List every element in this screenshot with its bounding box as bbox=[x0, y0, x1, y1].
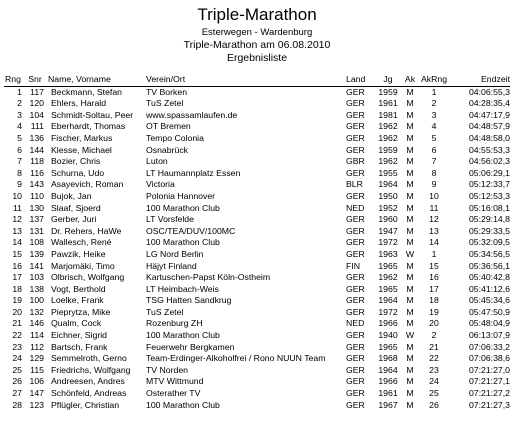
cell-name: Schurna, Udo bbox=[51, 167, 105, 178]
cell-finish-time: 04:28:35,4 bbox=[468, 98, 510, 109]
cell-country: GER bbox=[346, 272, 365, 283]
cell-birth-year: 1964 bbox=[378, 295, 398, 306]
cell-finish-time: 06:13:07,9 bbox=[468, 330, 510, 341]
cell-name: Beckmann, Stefan bbox=[51, 86, 122, 97]
cell-club: TuS Zetel bbox=[146, 98, 184, 109]
cell-birth-year: 1966 bbox=[378, 376, 398, 387]
results-table bbox=[4, 74, 510, 411]
cell-age-class: M bbox=[406, 306, 414, 317]
table-row bbox=[4, 191, 510, 203]
col-header-akrng: AkRng bbox=[418, 74, 450, 86]
table-row bbox=[4, 86, 510, 98]
cell-rank: 1 bbox=[17, 86, 22, 97]
cell-start-number: 104 bbox=[29, 109, 44, 120]
cell-birth-year: 1966 bbox=[378, 318, 398, 329]
cell-finish-time: 07:21:27,1 bbox=[468, 376, 510, 387]
page-title: Triple-Marathon bbox=[197, 5, 317, 24]
cell-club: Victoria bbox=[146, 179, 175, 190]
cell-name: Gerber, Juri bbox=[51, 214, 97, 225]
cell-age-class-rank: 18 bbox=[429, 295, 439, 306]
cell-age-class-rank: 13 bbox=[429, 225, 439, 236]
cell-rank: 23 bbox=[12, 341, 22, 352]
table-row bbox=[4, 168, 510, 180]
cell-finish-time: 05:40:42,8 bbox=[468, 272, 510, 283]
cell-club: 100 Marathon Club bbox=[146, 237, 220, 248]
cell-age-class-rank: 19 bbox=[429, 306, 439, 317]
cell-start-number: 112 bbox=[30, 341, 44, 352]
cell-country: GER bbox=[346, 132, 365, 143]
cell-name: Schmidt-Soltau, Peer bbox=[51, 109, 134, 120]
table-row bbox=[4, 307, 510, 319]
table-row bbox=[4, 388, 510, 400]
col-header-endzeit: Endzeit bbox=[450, 74, 510, 86]
cell-age-class-rank: 7 bbox=[431, 156, 437, 167]
cell-age-class-rank: 22 bbox=[429, 353, 439, 364]
table-row bbox=[4, 133, 510, 145]
cell-start-number: 147 bbox=[29, 388, 44, 399]
cell-rank: 18 bbox=[12, 283, 22, 294]
cell-country: GER bbox=[346, 330, 365, 341]
cell-birth-year: 1972 bbox=[378, 237, 398, 248]
col-header-name: Name, Vorname bbox=[48, 74, 146, 86]
cell-age-class-rank: 1 bbox=[431, 248, 437, 259]
table-row bbox=[4, 237, 510, 249]
cell-start-number: 129 bbox=[29, 353, 44, 364]
cell-country: GER bbox=[346, 86, 365, 97]
cell-finish-time: 05:36:56,1 bbox=[468, 260, 510, 271]
cell-age-class: M bbox=[406, 318, 414, 329]
cell-name: Eberhardt, Thomas bbox=[51, 121, 126, 132]
cell-start-number: 144 bbox=[29, 144, 44, 155]
cell-name: Eichner, Sigrid bbox=[51, 330, 108, 341]
table-row bbox=[4, 295, 510, 307]
cell-age-class: M bbox=[406, 283, 414, 294]
cell-start-number: 143 bbox=[29, 179, 44, 190]
cell-age-class: M bbox=[406, 341, 414, 352]
cell-name: Bujok, Jan bbox=[51, 190, 92, 201]
cell-club: OT Bremen bbox=[146, 121, 191, 132]
cell-start-number: 118 bbox=[30, 156, 44, 167]
cell-age-class-rank: 10 bbox=[429, 190, 439, 201]
cell-country: GER bbox=[346, 295, 365, 306]
cell-country: FIN bbox=[346, 260, 360, 271]
cell-club: Rozenburg ZH bbox=[146, 318, 203, 329]
table-row bbox=[4, 400, 510, 412]
cell-start-number: 108 bbox=[29, 237, 44, 248]
cell-name: Semmelroth, Gerno bbox=[51, 353, 127, 364]
cell-age-class-rank: 20 bbox=[429, 318, 439, 329]
cell-club: TV Norden bbox=[146, 364, 189, 375]
cell-club: 100 Marathon Club bbox=[146, 399, 220, 410]
cell-age-class: M bbox=[406, 272, 414, 283]
cell-start-number: 114 bbox=[30, 330, 44, 341]
cell-finish-time: 07:21:27,2 bbox=[468, 388, 510, 399]
col-header-ak: Ak bbox=[402, 74, 418, 86]
cell-finish-time: 04:48:57,9 bbox=[468, 121, 510, 132]
cell-age-class: W bbox=[405, 330, 415, 341]
table-row bbox=[4, 353, 510, 365]
cell-name: Wallesch, René bbox=[51, 237, 112, 248]
cell-name: Schönfeld, Andreas bbox=[51, 388, 127, 399]
cell-rank: 22 bbox=[12, 330, 22, 341]
cell-finish-time: 05:29:33,5 bbox=[468, 225, 510, 236]
cell-birth-year: 1964 bbox=[378, 179, 398, 190]
cell-start-number: 136 bbox=[29, 132, 44, 143]
cell-country: GER bbox=[346, 167, 365, 178]
cell-birth-year: 1981 bbox=[378, 109, 398, 120]
cell-age-class: M bbox=[406, 376, 414, 387]
cell-age-class-rank: 24 bbox=[429, 376, 439, 387]
table-row bbox=[4, 330, 510, 342]
cell-rank: 17 bbox=[12, 272, 22, 283]
cell-age-class: M bbox=[406, 190, 414, 201]
cell-age-class-rank: 15 bbox=[429, 260, 439, 271]
cell-age-class-rank: 17 bbox=[429, 283, 439, 294]
cell-age-class: M bbox=[406, 167, 414, 178]
cell-birth-year: 1962 bbox=[378, 272, 398, 283]
cell-rank: 16 bbox=[12, 260, 22, 271]
cell-birth-year: 1972 bbox=[378, 306, 398, 317]
cell-rank: 13 bbox=[12, 225, 22, 236]
cell-birth-year: 1965 bbox=[378, 341, 398, 352]
cell-age-class-rank: 16 bbox=[429, 272, 439, 283]
cell-name: Marjomäki, Timo bbox=[51, 260, 115, 271]
cell-age-class-rank: 5 bbox=[431, 132, 437, 143]
cell-club: Team-Erdinger-Alkoholfrei / Rono NUUN Team bbox=[146, 353, 326, 364]
cell-start-number: 146 bbox=[29, 318, 44, 329]
col-header-snr: Snr bbox=[22, 74, 48, 86]
cell-rank: 8 bbox=[17, 167, 22, 178]
cell-age-class-rank: 12 bbox=[429, 214, 439, 225]
cell-finish-time: 04:48:58,0 bbox=[468, 132, 510, 143]
cell-club: Luton bbox=[146, 156, 168, 167]
cell-name: Olbrisch, Wolfgang bbox=[51, 272, 125, 283]
col-header-club: Verein/Ort bbox=[146, 74, 346, 86]
cell-birth-year: 1961 bbox=[378, 388, 398, 399]
cell-start-number: 115 bbox=[30, 364, 44, 375]
cell-country: GER bbox=[346, 353, 365, 364]
results-table-body bbox=[4, 86, 510, 411]
cell-country: GER bbox=[346, 283, 365, 294]
cell-rank: 24 bbox=[12, 353, 22, 364]
event-location: Esterwegen - Wardenburg bbox=[201, 27, 313, 38]
cell-start-number: 123 bbox=[29, 399, 44, 410]
cell-country: NED bbox=[346, 202, 365, 213]
cell-rank: 2 bbox=[17, 98, 22, 109]
cell-start-number: 110 bbox=[30, 190, 44, 201]
cell-age-class: M bbox=[406, 144, 414, 155]
table-row bbox=[4, 261, 510, 273]
cell-age-class: M bbox=[406, 237, 414, 248]
table-row bbox=[4, 98, 510, 110]
cell-age-class-rank: 21 bbox=[429, 341, 439, 352]
table-row bbox=[4, 318, 510, 330]
cell-country: BLR bbox=[346, 179, 363, 190]
cell-age-class-rank: 2 bbox=[431, 330, 437, 341]
cell-name: Fischer, Markus bbox=[51, 132, 113, 143]
cell-start-number: 106 bbox=[29, 376, 44, 387]
cell-rank: 9 bbox=[17, 179, 22, 190]
cell-birth-year: 1963 bbox=[378, 248, 398, 259]
cell-birth-year: 1962 bbox=[378, 156, 398, 167]
cell-country: GER bbox=[346, 121, 365, 132]
cell-age-class: M bbox=[406, 86, 414, 97]
cell-country: GER bbox=[346, 248, 365, 259]
cell-club: Feuerwehr Bergkamen bbox=[146, 341, 235, 352]
cell-age-class: W bbox=[405, 248, 415, 259]
cell-birth-year: 1962 bbox=[378, 132, 398, 143]
cell-birth-year: 1967 bbox=[378, 399, 398, 410]
cell-start-number: 132 bbox=[29, 306, 44, 317]
table-row bbox=[4, 376, 510, 388]
cell-rank: 27 bbox=[12, 388, 22, 399]
cell-birth-year: 1955 bbox=[378, 167, 398, 178]
cell-rank: 20 bbox=[12, 306, 22, 317]
cell-age-class: M bbox=[406, 388, 414, 399]
cell-name: Pawzik, Heike bbox=[51, 248, 106, 259]
cell-club: LT Heimbach-Weis bbox=[146, 283, 219, 294]
cell-age-class: M bbox=[406, 399, 414, 410]
cell-rank: 6 bbox=[17, 144, 22, 155]
cell-age-class: M bbox=[406, 121, 414, 132]
cell-finish-time: 04:55:53,3 bbox=[468, 144, 510, 155]
cell-age-class-rank: 1 bbox=[431, 86, 437, 97]
cell-birth-year: 1947 bbox=[378, 225, 398, 236]
cell-club: OSC/TEA/DUV/100MC bbox=[146, 225, 236, 236]
table-row bbox=[4, 203, 510, 215]
cell-finish-time: 05:06:29,1 bbox=[468, 167, 510, 178]
cell-rank: 11 bbox=[12, 202, 22, 213]
cell-name: Bartsch, Frank bbox=[51, 341, 108, 352]
cell-age-class: M bbox=[406, 156, 414, 167]
cell-start-number: 100 bbox=[29, 295, 44, 306]
cell-age-class-rank: 25 bbox=[429, 388, 439, 399]
cell-start-number: 138 bbox=[29, 283, 44, 294]
cell-country: GER bbox=[346, 144, 365, 155]
table-row bbox=[4, 284, 510, 296]
table-row bbox=[4, 249, 510, 261]
cell-rank: 7 bbox=[17, 156, 22, 167]
cell-name: Vogt, Berthold bbox=[51, 283, 106, 294]
event-date-line: Triple-Marathon am 06.08.2010 bbox=[183, 39, 331, 51]
cell-birth-year: 1962 bbox=[378, 121, 398, 132]
cell-birth-year: 1968 bbox=[378, 353, 398, 364]
cell-start-number: 111 bbox=[30, 121, 44, 132]
table-row bbox=[4, 121, 510, 133]
cell-finish-time: 04:56:02,3 bbox=[468, 156, 510, 167]
col-header-country: Land bbox=[346, 74, 374, 86]
cell-age-class-rank: 26 bbox=[429, 399, 439, 410]
cell-birth-year: 1965 bbox=[378, 260, 398, 271]
cell-name: Ehlers, Harald bbox=[51, 98, 107, 109]
table-row bbox=[4, 272, 510, 284]
cell-rank: 28 bbox=[12, 399, 22, 410]
cell-rank: 12 bbox=[12, 214, 22, 225]
cell-club: Osterather TV bbox=[146, 388, 201, 399]
cell-club: TuS Zetel bbox=[146, 306, 184, 317]
table-row bbox=[4, 365, 510, 377]
cell-club: TV Borken bbox=[146, 86, 188, 97]
cell-birth-year: 1960 bbox=[378, 214, 398, 225]
cell-club: 100 Marathon Club bbox=[146, 202, 220, 213]
cell-finish-time: 05:16:08,1 bbox=[468, 202, 510, 213]
cell-name: Klesse, Michael bbox=[51, 144, 112, 155]
cell-age-class-rank: 9 bbox=[431, 179, 437, 190]
cell-age-class: M bbox=[406, 179, 414, 190]
cell-age-class-rank: 14 bbox=[429, 237, 439, 248]
cell-country: GBR bbox=[346, 156, 365, 167]
cell-country: GER bbox=[346, 225, 365, 236]
cell-country: GER bbox=[346, 376, 365, 387]
cell-name: Loelke, Frank bbox=[51, 295, 104, 306]
cell-age-class: M bbox=[406, 98, 414, 109]
cell-age-class-rank: 6 bbox=[431, 144, 437, 155]
cell-club: MTV Wittmund bbox=[146, 376, 204, 387]
cell-country: GER bbox=[346, 388, 365, 399]
cell-country: GER bbox=[346, 341, 365, 352]
cell-birth-year: 1959 bbox=[378, 144, 398, 155]
cell-club: LG Nord Berlin bbox=[146, 248, 204, 259]
cell-finish-time: 05:12:33,7 bbox=[468, 179, 510, 190]
cell-age-class: M bbox=[406, 364, 414, 375]
cell-birth-year: 1959 bbox=[378, 86, 398, 97]
cell-birth-year: 1961 bbox=[378, 98, 398, 109]
table-row bbox=[4, 156, 510, 168]
cell-club: Häjyt Finland bbox=[146, 260, 197, 271]
cell-start-number: 120 bbox=[29, 98, 44, 109]
cell-club: Polonia Hannover bbox=[146, 190, 216, 201]
cell-birth-year: 1952 bbox=[378, 202, 398, 213]
col-header-rng: Rng bbox=[4, 74, 22, 86]
cell-name: Asayevich, Roman bbox=[51, 179, 124, 190]
cell-finish-time: 07:06:38,6 bbox=[468, 353, 510, 364]
cell-club: Tempo Colonia bbox=[146, 132, 204, 143]
cell-finish-time: 07:21:27,0 bbox=[468, 364, 510, 375]
cell-start-number: 137 bbox=[29, 214, 44, 225]
cell-rank: 4 bbox=[17, 121, 22, 132]
cell-start-number: 116 bbox=[30, 167, 44, 178]
cell-start-number: 139 bbox=[29, 248, 44, 259]
cell-country: GER bbox=[346, 399, 365, 410]
cell-name: Andreesen, Andres bbox=[51, 376, 125, 387]
cell-start-number: 130 bbox=[29, 202, 44, 213]
cell-age-class-rank: 11 bbox=[429, 202, 439, 213]
cell-club: TSG Hatten Sandkrug bbox=[146, 295, 232, 306]
cell-age-class-rank: 23 bbox=[429, 364, 439, 375]
cell-rank: 5 bbox=[17, 132, 22, 143]
table-row bbox=[4, 214, 510, 226]
cell-age-class-rank: 4 bbox=[431, 121, 437, 132]
cell-age-class: M bbox=[406, 225, 414, 236]
cell-name: Qualm, Cock bbox=[51, 318, 102, 329]
cell-start-number: 117 bbox=[30, 86, 44, 97]
cell-birth-year: 1965 bbox=[378, 283, 398, 294]
cell-rank: 3 bbox=[17, 109, 22, 120]
table-row bbox=[4, 342, 510, 354]
cell-club: Osnabrück bbox=[146, 144, 189, 155]
cell-name: Pieprytza, Mike bbox=[51, 306, 111, 317]
cell-age-class: M bbox=[406, 214, 414, 225]
cell-finish-time: 07:21:27,3 bbox=[468, 399, 510, 410]
cell-rank: 10 bbox=[12, 190, 22, 201]
cell-country: GER bbox=[346, 109, 365, 120]
cell-finish-time: 05:34:56,5 bbox=[468, 248, 510, 259]
cell-club: Kartuschen-Papst Köln-Ostheim bbox=[146, 272, 271, 283]
cell-age-class: M bbox=[406, 132, 414, 143]
cell-finish-time: 05:41:12,6 bbox=[468, 283, 510, 294]
cell-name: Dr. Rehers, HaWe bbox=[51, 225, 122, 236]
cell-birth-year: 1964 bbox=[378, 364, 398, 375]
cell-rank: 26 bbox=[12, 376, 22, 387]
cell-country: GER bbox=[346, 190, 365, 201]
cell-age-class: M bbox=[406, 353, 414, 364]
cell-age-class: M bbox=[406, 202, 414, 213]
cell-finish-time: 04:06:55,3 bbox=[468, 86, 510, 97]
cell-start-number: 141 bbox=[29, 260, 44, 271]
cell-finish-time: 05:47:50,9 bbox=[468, 306, 510, 317]
cell-country: GER bbox=[346, 306, 365, 317]
cell-start-number: 103 bbox=[29, 272, 44, 283]
cell-country: GER bbox=[346, 214, 365, 225]
cell-rank: 14 bbox=[12, 237, 22, 248]
cell-country: GER bbox=[346, 364, 365, 375]
cell-finish-time: 05:29:14,8 bbox=[468, 214, 510, 225]
cell-name: Bozier, Chris bbox=[51, 156, 101, 167]
cell-name: Slaaf, Sjoerd bbox=[51, 202, 101, 213]
cell-country: GER bbox=[346, 98, 365, 109]
cell-finish-time: 07:06:33,2 bbox=[468, 341, 510, 352]
cell-name: Pflügler, Christian bbox=[51, 399, 120, 410]
cell-birth-year: 1940 bbox=[378, 330, 398, 341]
cell-start-number: 131 bbox=[29, 225, 44, 236]
col-header-year: Jg bbox=[374, 74, 402, 86]
cell-finish-time: 04:47:17,9 bbox=[468, 109, 510, 120]
cell-rank: 15 bbox=[12, 248, 22, 259]
cell-club: LT Haumannplatz Essen bbox=[146, 167, 241, 178]
table-row bbox=[4, 110, 510, 122]
cell-finish-time: 05:12:53,3 bbox=[468, 190, 510, 201]
cell-finish-time: 05:32:09,5 bbox=[468, 237, 510, 248]
table-row bbox=[4, 226, 510, 238]
cell-age-class: M bbox=[406, 260, 414, 271]
cell-country: NED bbox=[346, 318, 365, 329]
cell-birth-year: 1950 bbox=[378, 190, 398, 201]
cell-club: www.spassamlaufen.de bbox=[146, 109, 238, 120]
cell-rank: 21 bbox=[12, 318, 22, 329]
cell-rank: 25 bbox=[12, 364, 22, 375]
results-table-header bbox=[4, 74, 510, 86]
cell-country: GER bbox=[346, 237, 365, 248]
list-title: Ergebnisliste bbox=[226, 52, 288, 64]
cell-rank: 19 bbox=[12, 295, 22, 306]
cell-name: Friedrichs, Wolfgang bbox=[51, 364, 131, 375]
cell-age-class: M bbox=[406, 295, 414, 306]
cell-age-class-rank: 8 bbox=[431, 167, 437, 178]
cell-finish-time: 05:45:34,6 bbox=[468, 295, 510, 306]
cell-finish-time: 05:48:04,9 bbox=[468, 318, 510, 329]
cell-age-class: M bbox=[406, 109, 414, 120]
cell-age-class-rank: 2 bbox=[431, 98, 437, 109]
table-row bbox=[4, 179, 510, 191]
table-row bbox=[4, 145, 510, 157]
cell-club: LT Vorsfelde bbox=[146, 214, 194, 225]
cell-age-class-rank: 3 bbox=[431, 109, 437, 120]
cell-club: 100 Marathon Club bbox=[146, 330, 220, 341]
